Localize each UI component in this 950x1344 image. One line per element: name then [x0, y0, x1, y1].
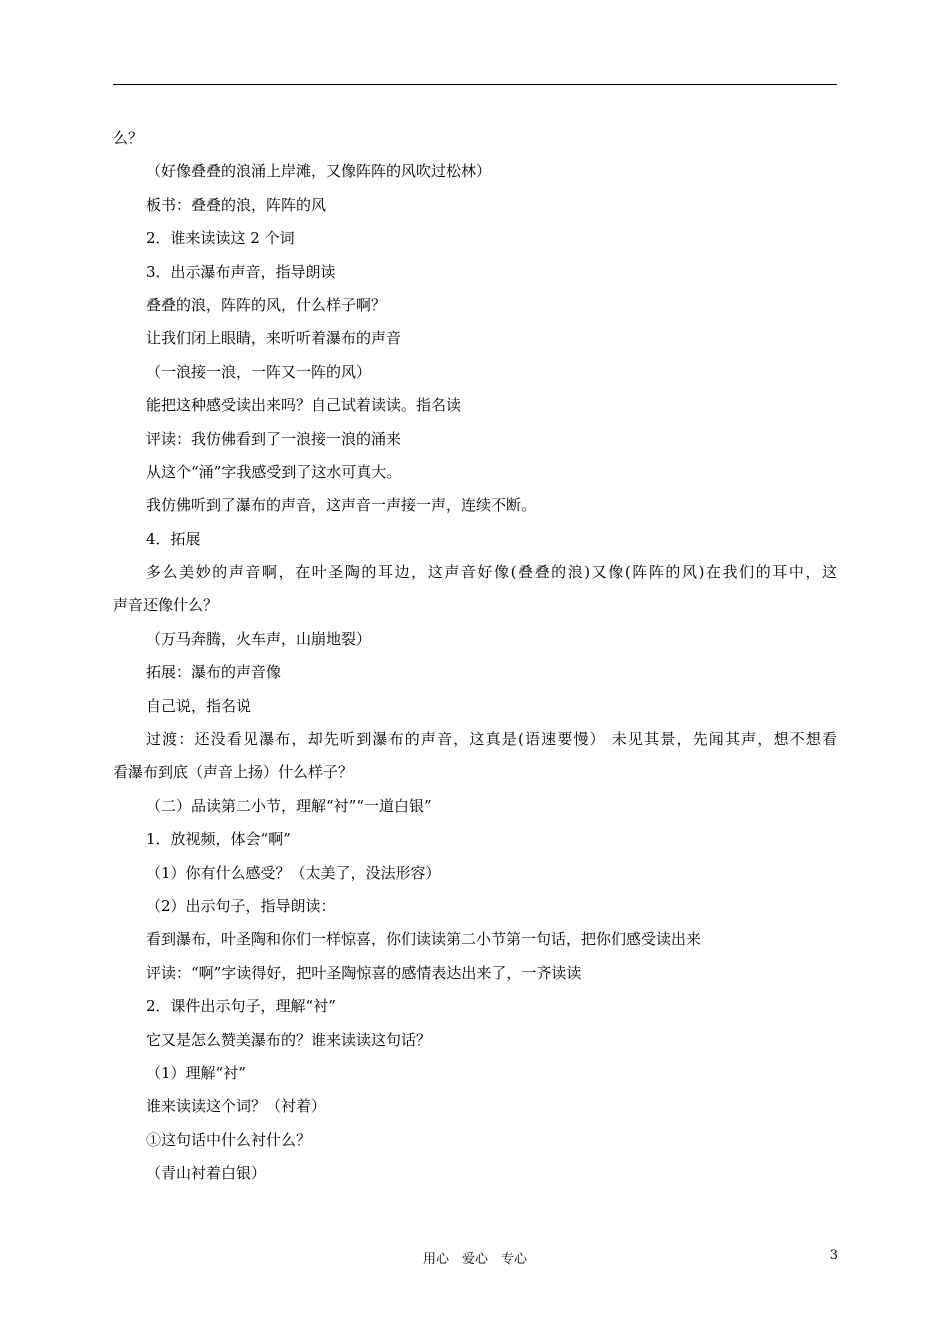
text-line: 能把这种感受读出来吗？自己试着读读。指名读	[146, 396, 462, 415]
text-line: （一浪接一浪，一阵又一阵的风）	[146, 362, 372, 381]
text-line: 谁来读读这个词？（衬着）	[146, 1097, 327, 1116]
text-line: 拓展：瀑布的声音像	[146, 663, 282, 682]
text-line: 3．出示瀑布声音，指导朗读	[146, 262, 336, 281]
text-line: 叠叠的浪，阵阵的风，什么样子啊？	[146, 295, 387, 314]
text-line: 1．放视频，体会“啊”	[146, 830, 291, 849]
text-line: 看瀑布到底（声音上扬）什么样子？	[113, 763, 354, 782]
text-line: （1）你有什么感受？（太美了，没法形容）	[146, 863, 441, 882]
text-line: （2）出示句子，指导朗读：	[146, 896, 336, 915]
text-line: （好像叠叠的浪涌上岸滩，又像阵阵的风吹过松林）	[146, 162, 492, 181]
page-number: 3	[829, 1248, 838, 1263]
text-line: 板书：叠叠的浪，阵阵的风	[146, 195, 327, 214]
text-line: （青山衬着白银）	[146, 1164, 267, 1183]
text-line: 评读：“啊”字读得好，把叶圣陶惊喜的感情表达出来了，一齐读读	[146, 963, 582, 982]
text-line: 它又是怎么赞美瀑布的？谁来读读这句话？	[146, 1030, 432, 1049]
text-line: （1）理解“衬”	[146, 1063, 246, 1082]
section-heading: （二）品读第二小节，理解“衬”“一道白银”	[146, 796, 432, 815]
text-line: 2．谁来读读这 2 个词	[146, 229, 295, 248]
text-line: 让我们闭上眼睛，来听听着瀑布的声音	[146, 329, 402, 348]
header-rule	[113, 84, 837, 85]
text-line: 从这个“涌”字我感受到了这水可真大。	[146, 462, 402, 481]
text-line: 2．课件出示句子，理解“衬”	[146, 997, 336, 1016]
text-line: 过渡：还没看见瀑布，却先听到瀑布的声音，这真是(语速要慢） 未见其景，先闻其声，想不想看	[146, 730, 837, 749]
text-line: 4．拓展	[146, 529, 201, 548]
text-line: 么？	[113, 129, 144, 147]
document-body	[113, 122, 837, 1191]
text-line: 我仿佛听到了瀑布的声音，这声音一声接一声，连续不断。	[146, 496, 537, 515]
text-line: 评读：我仿佛看到了一浪接一浪的涌来	[146, 429, 402, 448]
text-line: 多么美妙的声音啊，在叶圣陶的耳边，这声音好像(叠叠的浪)又像(阵阵的风)在我们的耳中，这	[146, 563, 837, 582]
text-line: ①这句话中什么衬什么？	[146, 1130, 312, 1149]
text-line: 看到瀑布，叶圣陶和你们一样惊喜，你们读读第二小节第一句话，把你们感受读出来	[146, 930, 702, 949]
text-line: 自己说，指名说	[146, 696, 252, 715]
text-line: （万马奔腾，火车声，山崩地裂）	[146, 629, 372, 648]
text-line: 声音还像什么？	[113, 596, 219, 615]
footer-motto: 用心 爱心 专心	[422, 1252, 527, 1267]
